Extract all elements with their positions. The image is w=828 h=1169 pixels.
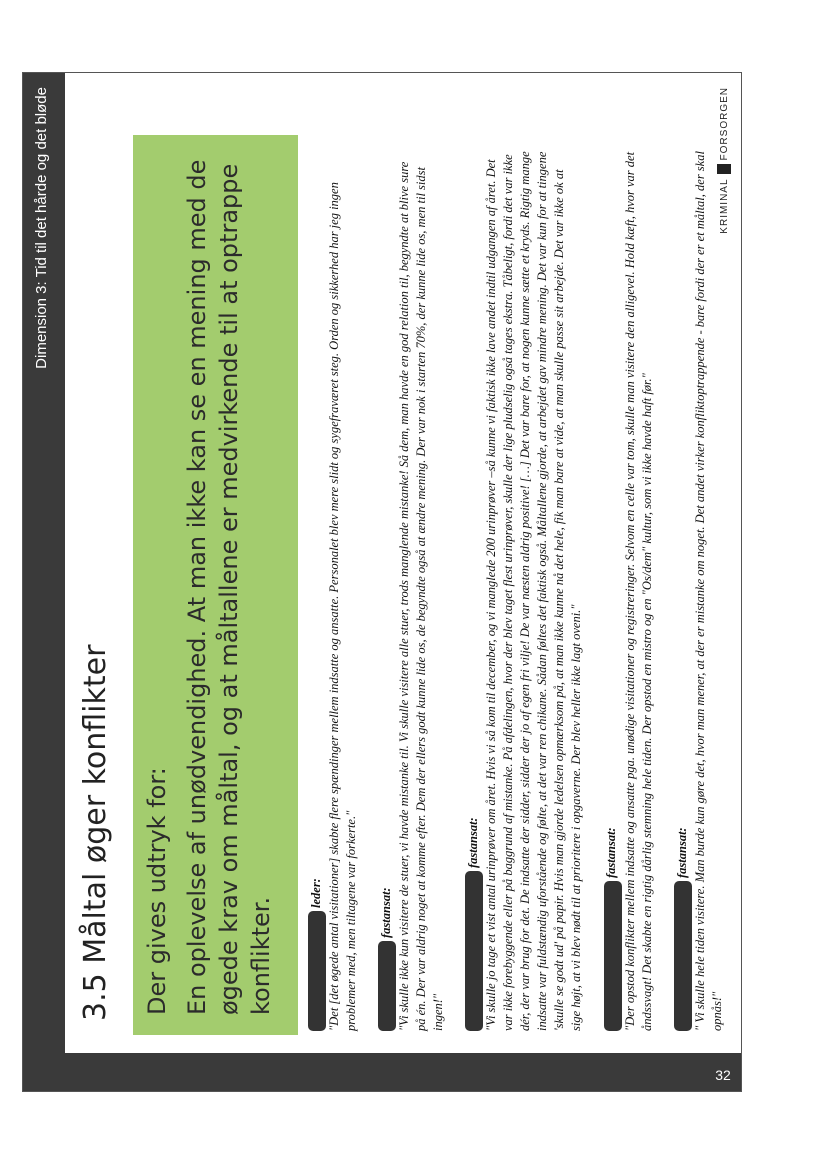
quote-role: leder: <box>309 878 323 908</box>
redaction-block <box>308 911 326 1031</box>
page-number: 32 <box>715 1067 731 1084</box>
quote-item <box>603 151 655 1031</box>
quote-item <box>674 151 726 1031</box>
side-bar <box>65 1053 741 1091</box>
quote-text: "Det [det øgede antal visitationer] skabte flere spændinger mellem indsatte og ansatte. Personalet blev mere slidt og sygefraværet steg. Orden og sikkerhed har jeg ingen problemer med, men tiltagene var forkerte." <box>327 182 359 1031</box>
quotes-list <box>308 151 744 1031</box>
redaction-block <box>674 881 692 1031</box>
logo-mark-icon <box>717 164 731 174</box>
quote-role: fastansat: <box>379 887 394 938</box>
highlight-box <box>133 135 298 1035</box>
kriminalforsorgen-logo <box>717 87 731 234</box>
header-title: Dimension 3: Tid til det hårde og det bløde <box>33 87 50 369</box>
quote-text: "Der opstod konflikter mellem indsatte og ansatte pga. unødige visitationer og registreringer. Selvom en celle var tom, skulle man visitere den alligevel. Hold kæft, hvor var det åndssvagt! Det skabte en rigtig dårlig stemning hele tiden. Der opstod en mistro og en "Os/dem" kultur, som vi ikke havde haft før." <box>622 151 654 1031</box>
header-bar <box>23 73 65 1091</box>
redaction-block <box>378 941 396 1031</box>
box-line-2: En oplevelse af unødvendighed. At man ikke kan se en mening med de øgede krav om måltal, og at måltallene er medvirkende til at optrappe konflikter. <box>183 159 275 1015</box>
quote-item <box>308 151 360 1031</box>
quote-text: "Vi skulle jo tage et vist antal urinprøver om året. Hvis vi så kom til december, og vi manglede 200 urinprøver –så kunne vi faktisk ikke lave andet indtil udgangen af året. Det var ikke forebyggende eller på baggrund af mistanke. På afdelingen, hvor der blev taget flest urinprøver, skulle der lige pludselig også tages ekstra. Tåbeligt, fordi det var ikke dér, der var brug for det. De indsatte der sidder, sidder der jo af egen fri vilje! De var næsten aldrig positive! […] Det var bare for, at nogen kunne sætte et kryds. Rigtig mange indsatte var fuldstændig uforstående og følte, at det var ren chikane. Sådan føltes det faktisk også. Måltallene gjorde, at arbejdet gav mindre mening. Det var kun for at tingene 'skulle se godt ud' på papir. Hvis man gjorde ledelsen opmærksom på, at man ikke kunne nå det hele, fik man bare at vide, at man skulle passe sit arbejde. Det var ikke ok at sige højt, at vi blev nødt til at prioritere i opgaverne. Der blev heller ikke lagt oveni." <box>484 151 584 1031</box>
box-line-1: Der gives udtryk for: <box>143 767 171 1015</box>
quote-role: fastansat: <box>604 827 619 878</box>
rotated-slide <box>22 72 742 1092</box>
quote-item <box>465 151 585 1031</box>
quote-item <box>378 151 447 1031</box>
redaction-block <box>465 871 483 1031</box>
logo-text-left: KRIMINAL <box>718 178 730 234</box>
quote-role: fastansat: <box>466 817 481 868</box>
quote-text: "Vi skulle ikke kun visitere de stuer, vi havde mistanke til. Vi skulle visitere alle stuer, trods manglende mistanke! Så dem, man havde en god relation til, begyndte at blive sure på én. Der var aldrig noget at komme efter. Dem der ellers godt kunne lide os, de begyndte også at ændre mening. Der var nok i starten 70%, der kunne lide os, men til sidst ingen!" <box>397 161 446 1031</box>
slide-heading: 3.5 Måltal øger konflikter <box>78 644 113 1021</box>
quote-role: fastansat: <box>674 827 689 878</box>
redaction-block <box>604 881 622 1031</box>
quote-text: " Vi skulle hele tiden visitere. Man burde kun gøre det, hvor man mener, at der er mistanke om noget. Det andet virker konfliktoptrappende - bare fordi der er et måltal, der skal opnås!" <box>692 151 724 1031</box>
logo-text-right: FORSORGEN <box>718 87 730 161</box>
